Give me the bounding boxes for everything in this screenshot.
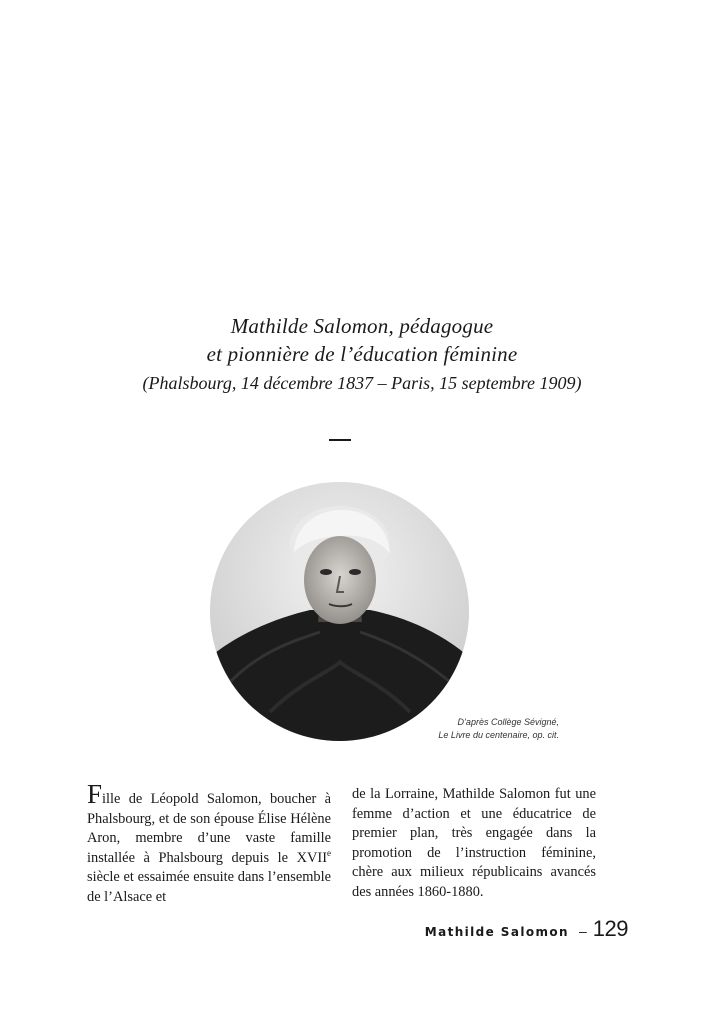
title-dash-divider xyxy=(329,439,351,441)
photo-credit xyxy=(438,716,559,742)
text-column-left xyxy=(87,779,331,908)
photo-credit-line-1: D’après Collège Sévigné, xyxy=(457,717,559,727)
paragraph-left xyxy=(87,779,331,908)
portrait-illustration xyxy=(210,482,469,741)
photo-credit-line-2: Le Livre du centenaire, op. cit. xyxy=(438,730,559,740)
body-text xyxy=(87,779,596,908)
chapter-title xyxy=(0,312,724,396)
page-footer xyxy=(425,916,628,942)
century-superscript: e xyxy=(327,847,331,858)
running-head: Mathilde Salomon xyxy=(424,925,569,939)
paragraph-left-part-2: siècle et essaimée ensuite dans l’ensemble de l’Alsace et xyxy=(87,869,331,905)
title-line-2: et pionnière de l’éducation féminine xyxy=(206,342,518,366)
footer-separator: – xyxy=(578,923,587,939)
portrait-photo xyxy=(210,482,469,741)
page-number: 129 xyxy=(592,916,628,941)
text-column-right xyxy=(352,785,596,908)
paragraph-left-part-1: ille de Léopold Salomon, boucher à Phalsbourg, et de son épouse Élise Hélène Aron, membre d’une vaste famille installée à Phalsbourg depuis le XVII xyxy=(87,791,331,866)
paragraph-right: de la Lorraine, Mathilde Salomon fut une femme d’action et une éducatrice de premier plan, très engagée dans la promotion de l’instruction féminine, chère aux milieux républicains avancés des années 1860-1880. xyxy=(352,786,596,900)
title-line-1: Mathilde Salomon, pédagogue xyxy=(230,314,494,338)
title-dates: (Phalsbourg, 14 décembre 1837 – Paris, 15 septembre 1909) xyxy=(142,373,582,393)
drop-cap: F xyxy=(87,779,103,809)
